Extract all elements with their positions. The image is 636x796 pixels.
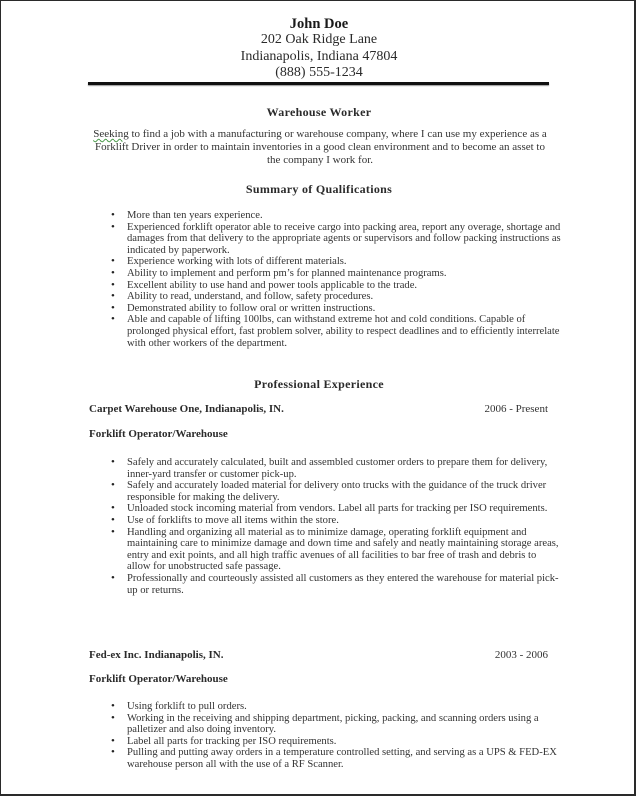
list-item: • More than ten years experience. [111,210,561,222]
job-company: Carpet Warehouse One, Indianapolis, IN. [89,403,284,415]
header-divider [88,82,549,85]
job-title-heading: Warehouse Worker [266,105,372,119]
list-item: • Safely and accurately loaded material for delivery onto trucks with the guidance of the truck driver responsible for making the delivery. [111,480,561,503]
objective-paragraph [87,128,553,167]
list-item: • Pulling and putting away orders in a temperature controlled setting, and serving as a UPS & FED-EX warehouse person all with the use of a RF Scanner. [111,747,561,770]
list-item: • Experienced forklift operator able to receive cargo into packing area, report any overage, shortage and damages from that delivery to the appropriate agents or supervisors and follow packing instructions as indicated by paperwork. [111,222,561,257]
list-item: • Use of forklifts to move all items within the store. [111,515,561,527]
street-address: 202 Oak Ridge Lane [260,32,378,47]
job-dates: 2003 - 2006 [494,649,548,661]
list-item: • Ability to implement and perform pm’s for planned maintenance programs. [111,268,561,280]
job-duties-list [111,701,561,771]
list-item: • Experience working with lots of different materials. [111,256,561,268]
list-item: • Label all parts for tracking per ISO requirements. [111,736,561,748]
list-item: • Excellent ability to use hand and power tools applicable to the trade. [111,280,561,292]
list-item: • Able and capable of lifting 100lbs, can withstand extreme hot and cold conditions. Capable of prolonged physical effort, fast problem solver, ability to respect deadlines and to efficiently interrelate with other workers of the department. [111,314,561,349]
summary-heading: Summary of Qualifications [245,182,393,196]
job-dates: 2006 - Present [484,403,548,415]
job-company: Fed-ex Inc. Indianapolis, IN. [89,649,224,661]
objective-first-word: Seeking [93,128,129,140]
experience-heading: Professional Experience [254,377,384,391]
list-item: • Ability to read, understand, and follow, safety procedures. [111,291,561,303]
phone-number: (888) 555-1234 [275,65,363,80]
qualifications-list [111,210,561,349]
list-item: • Demonstrated ability to follow oral or written instructions. [111,303,561,315]
list-item: • Working in the receiving and shipping department, picking, packing, and scanning orders using a palletizer and also doing inventory. [111,713,561,736]
objective-text: to find a job with a manufacturing or warehouse company, where I can use my experience as a Forklift Driver in order to maintain inventories in a good clean environment and to become an asset to the company I work for. [95,128,547,166]
list-item: • Professionally and courteously assisted all customers as they entered the warehouse for material pick-up or returns. [111,573,561,596]
job-role: Forklift Operator/Warehouse [89,428,228,440]
list-item: • Handling and organizing all material as to minimize damage, operating forklift equipment and maintaining care to minimize damage and down time and safely and neatly maintaining storage areas, entry and exit points, and all high traffic avenues of all facilities to bar free of trash and debris to allow for unobstructed safe passage. [111,527,561,573]
list-item: • Using forklift to pull orders. [111,701,561,713]
job-role: Forklift Operator/Warehouse [89,673,228,685]
list-item: • Unloaded stock incoming material from vendors. Label all parts for tracking per ISO requirements. [111,503,561,515]
city-state-zip: Indianapolis, Indiana 47804 [240,49,398,64]
job-duties-list [111,457,561,596]
applicant-name: John Doe [289,16,349,32]
list-item: • Safely and accurately calculated, built and assembled customer orders to prepare them for delivery, inner-yard transfer or customer pick-up. [111,457,561,480]
